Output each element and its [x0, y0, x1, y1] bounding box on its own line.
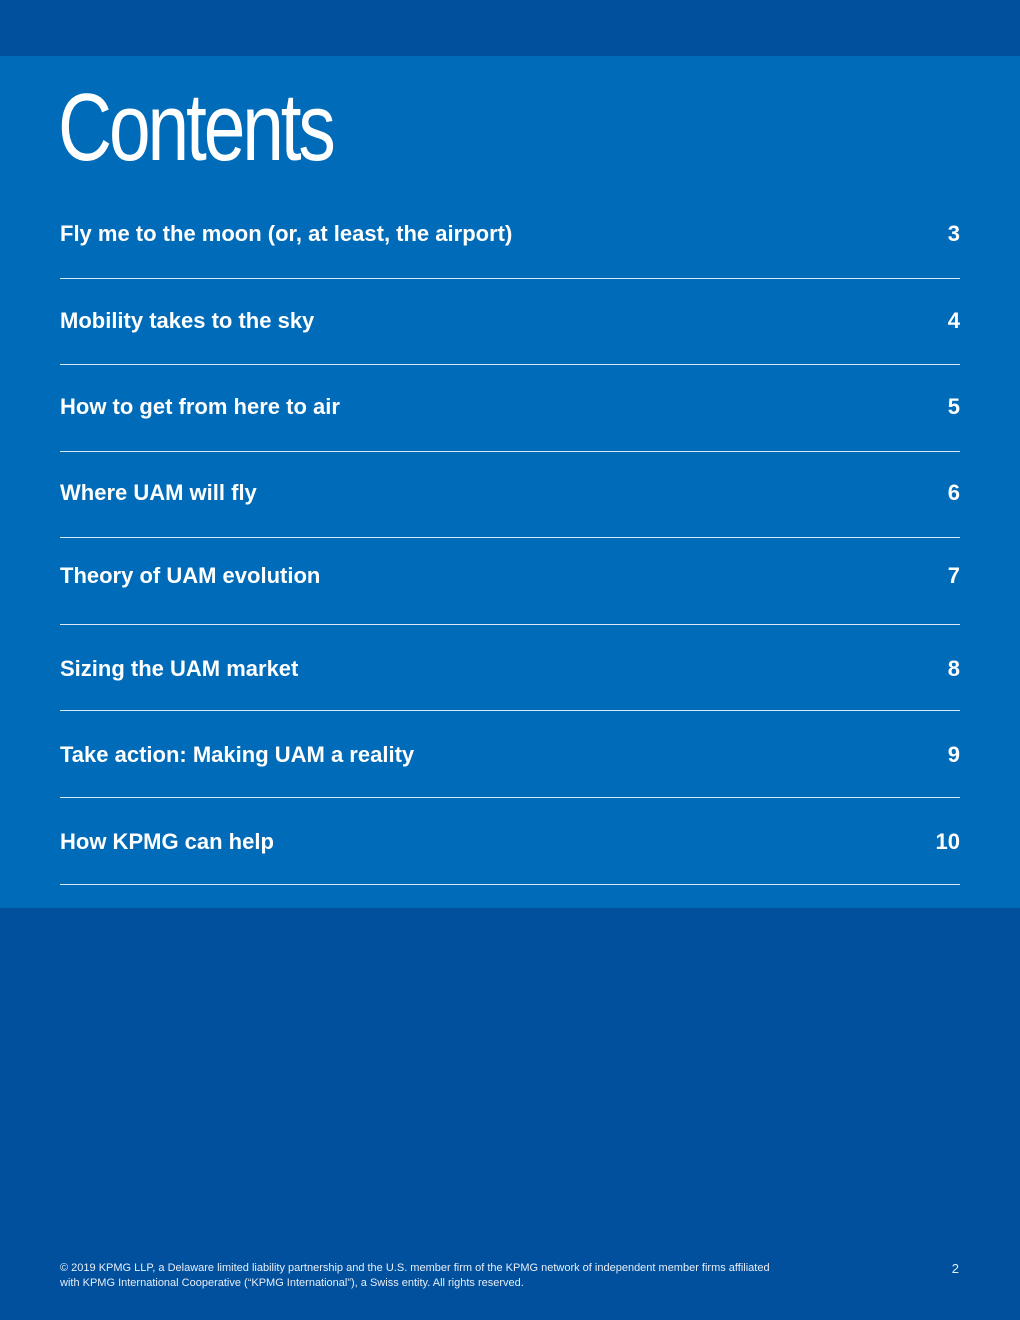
top-band	[0, 0, 1020, 56]
toc-item-page: 10	[935, 829, 960, 854]
toc-item-label: Where UAM will fly	[60, 480, 257, 505]
toc-item-label: Sizing the UAM market	[60, 656, 299, 681]
toc-item[interactable]	[60, 279, 960, 365]
toc-item-page: 5	[947, 394, 960, 419]
toc-item-label: Mobility takes to the sky	[60, 308, 315, 333]
toc-item[interactable]	[60, 711, 960, 798]
page-number: 2	[951, 1261, 959, 1276]
toc-item-label: Theory of UAM evolution	[60, 563, 321, 588]
contents-panel	[0, 56, 1020, 908]
toc-item[interactable]	[60, 365, 960, 452]
toc-item[interactable]	[60, 538, 960, 625]
toc-item-label: Fly me to the moon (or, at least, the airport)	[60, 221, 513, 246]
toc-item[interactable]	[60, 798, 960, 885]
toc-item[interactable]	[60, 199, 960, 279]
toc-item-page: 6	[947, 480, 960, 505]
footer-legal-text	[60, 1261, 860, 1291]
toc-item-label: How KPMG can help	[60, 829, 274, 854]
footer-legal-line-2: with KPMG International Cooperative (“KPMG International”), a Swiss entity. All rights reserved.	[60, 1277, 524, 1289]
toc-item-label: How to get from here to air	[60, 394, 340, 419]
footer-legal-line-1: © 2019 KPMG LLP, a Delaware limited liability partnership and the U.S. member firm of the KPMG network of independent member firms affiliated	[60, 1262, 770, 1274]
toc-item-page: 4	[947, 308, 960, 333]
toc-item-page: 9	[947, 742, 960, 767]
page-title: Contents	[58, 74, 333, 181]
toc-item-page: 7	[947, 563, 960, 588]
toc-item[interactable]	[60, 625, 960, 711]
toc-item-label: Take action: Making UAM a reality	[60, 742, 415, 767]
toc-item-page: 8	[947, 656, 960, 681]
toc-item[interactable]	[60, 452, 960, 538]
toc-item-page: 3	[947, 221, 960, 246]
